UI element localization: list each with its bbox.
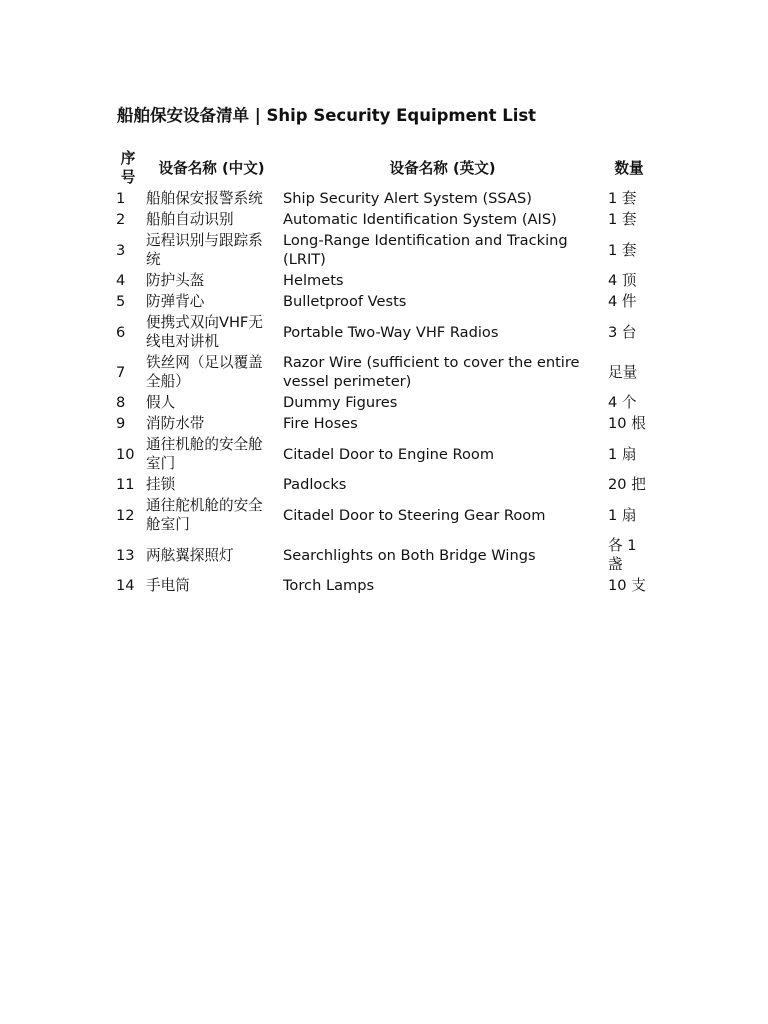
cell-name-chinese: 防护头盔 <box>146 272 205 289</box>
cell-quantity: 1 套 <box>608 211 637 228</box>
cell-name-english: Portable Two-Way VHF Radios <box>283 323 499 341</box>
cell-number: 13 <box>116 546 135 564</box>
cell-name-english: Dummy Figures <box>283 394 398 411</box>
cell-quantity: 1 扇 <box>608 506 637 524</box>
table-header-row <box>113 148 653 188</box>
cell-name-chinese: 远程识别与跟踪系统 <box>146 232 263 268</box>
cell-quantity: 1 套 <box>608 241 637 259</box>
cell-number: 2 <box>116 211 126 228</box>
cell-number: 1 <box>116 190 126 207</box>
table-row <box>113 434 653 474</box>
cell-name-english: Helmets <box>283 272 344 289</box>
cell-name-chinese: 防弹背心 <box>146 293 205 310</box>
cell-name-english: Padlocks <box>283 476 347 493</box>
cell-name-chinese: 消防水带 <box>146 415 205 432</box>
cell-name-english: Ship Security Alert System (SSAS) <box>283 190 532 207</box>
cell-quantity: 4 件 <box>608 293 637 310</box>
cell-number: 3 <box>116 241 126 259</box>
equipment-table <box>113 148 653 596</box>
table-row <box>113 495 653 535</box>
cell-name-chinese: 船舶保安报警系统 <box>146 190 263 207</box>
cell-quantity: 10 支 <box>608 577 646 594</box>
cell-quantity: 足量 <box>608 363 638 381</box>
cell-name-chinese: 手电筒 <box>146 577 190 594</box>
cell-name-chinese: 船舶自动识别 <box>146 211 234 228</box>
table-row <box>113 291 653 312</box>
cell-name-english: Automatic Identification System (AIS) <box>283 211 557 228</box>
cell-name-english: Razor Wire (sufficient to cover the entire vessel perimeter) <box>283 354 580 390</box>
table-row <box>113 209 653 230</box>
header-name-english: 设备名称 (英文) <box>389 159 496 177</box>
cell-name-chinese: 通往舵机舱的安全舱室门 <box>146 497 263 533</box>
cell-quantity: 10 根 <box>608 415 646 432</box>
header-name-chinese: 设备名称 (中文) <box>158 159 265 177</box>
cell-quantity: 4 个 <box>608 394 637 411</box>
cell-name-chinese: 便携式双向VHF无线电对讲机 <box>146 314 263 350</box>
table-row <box>113 474 653 495</box>
table-row <box>113 230 653 270</box>
table-row <box>113 413 653 434</box>
cell-quantity: 1 扇 <box>608 445 637 463</box>
cell-name-english: Long-Range Identification and Tracking (LRIT) <box>283 232 568 268</box>
cell-name-chinese: 假人 <box>146 394 176 411</box>
header-quantity: 数量 <box>614 159 644 177</box>
table-row <box>113 392 653 413</box>
cell-quantity: 4 顶 <box>608 272 637 289</box>
cell-name-english: Torch Lamps <box>283 577 375 594</box>
table-row <box>113 270 653 291</box>
cell-quantity: 3 台 <box>608 323 637 341</box>
cell-number: 8 <box>116 394 126 411</box>
cell-name-english: Fire Hoses <box>283 415 358 432</box>
document-title: 船舶保安设备清单 | Ship Security Equipment List <box>117 106 537 125</box>
cell-quantity: 1 套 <box>608 190 637 207</box>
header-number: 序号 <box>120 150 136 186</box>
table-row <box>113 352 653 392</box>
cell-number: 5 <box>116 293 126 310</box>
table-row <box>113 188 653 209</box>
cell-number: 11 <box>116 476 135 493</box>
cell-name-chinese: 通往机舱的安全舱室门 <box>146 436 263 472</box>
table-row <box>113 312 653 352</box>
table-row <box>113 535 653 575</box>
cell-number: 4 <box>116 272 126 289</box>
cell-quantity: 20 把 <box>608 476 646 493</box>
cell-name-english: Citadel Door to Steering Gear Room <box>283 506 546 524</box>
cell-name-chinese: 两舷翼探照灯 <box>146 546 234 564</box>
cell-number: 7 <box>116 363 126 381</box>
cell-name-english: Searchlights on Both Bridge Wings <box>283 546 536 564</box>
cell-quantity: 各 1 盏 <box>608 537 637 573</box>
table-row <box>113 575 653 596</box>
cell-number: 12 <box>116 506 135 524</box>
cell-name-english: Bulletproof Vests <box>283 293 407 310</box>
cell-number: 6 <box>116 323 126 341</box>
cell-number: 9 <box>116 415 126 432</box>
cell-name-chinese: 铁丝网（足以覆盖全船） <box>146 354 263 390</box>
cell-name-chinese: 挂锁 <box>146 476 176 493</box>
cell-number: 14 <box>116 577 135 594</box>
cell-number: 10 <box>116 445 135 463</box>
cell-name-english: Citadel Door to Engine Room <box>283 445 495 463</box>
